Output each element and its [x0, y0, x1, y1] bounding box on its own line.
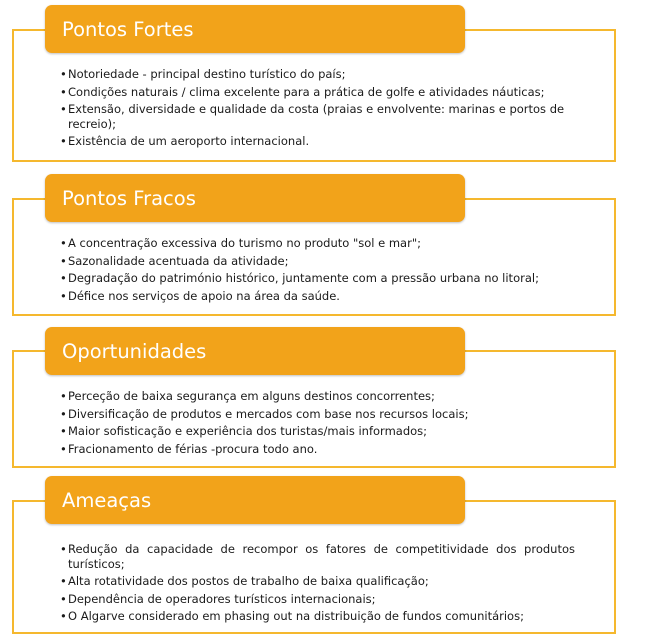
list-item: • Extensão, diversidade e qualidade da costa (praias e envolvente: marinas e portos de recreio);: [60, 102, 575, 131]
threats-title: Ameaças: [62, 488, 152, 512]
list-item: • Dependência de operadores turísticos internacionais;: [60, 592, 575, 607]
weaknesses-title: Pontos Fracos: [62, 186, 196, 210]
strengths-list: [60, 67, 575, 152]
threats-header: [45, 476, 465, 524]
opportunities-list: [60, 389, 575, 459]
list-item: • Existência de um aeroporto internacional.: [60, 134, 575, 149]
list-item: • Condições naturais / clima excelente para a prática de golfe e atividades náuticas;: [60, 85, 575, 100]
list-item: • Alta rotatividade dos postos de trabalho de baixa qualificação;: [60, 574, 575, 589]
list-item: • Perceção de baixa segurança em alguns destinos concorrentes;: [60, 389, 575, 404]
weaknesses-header: [45, 174, 465, 222]
list-item: • Sazonalidade acentuada da atividade;: [60, 254, 575, 269]
list-item: • O Algarve considerado em phasing out na distribuição de fundos comunitários;: [60, 609, 575, 624]
list-item: • Diversificação de produtos e mercados com base nos recursos locais;: [60, 407, 575, 422]
threats-list: [60, 542, 575, 627]
list-item: • A concentração excessiva do turismo no produto "sol e mar";: [60, 236, 575, 251]
list-item: • Fracionamento de férias -procura todo ano.: [60, 442, 575, 457]
opportunities-title: Oportunidades: [62, 339, 207, 363]
list-item: • Degradação do património histórico, juntamente com a pressão urbana no litoral;: [60, 271, 575, 286]
weaknesses-list: [60, 236, 575, 306]
list-item: • Redução da capacidade de recompor os fatores de competitividade dos produtos turísticos;: [60, 542, 575, 571]
strengths-title: Pontos Fortes: [62, 17, 194, 41]
strengths-header: [45, 5, 465, 53]
list-item: • Maior sofisticação e experiência dos turistas/mais informados;: [60, 424, 575, 439]
list-item: • Défice nos serviços de apoio na área da saúde.: [60, 289, 575, 304]
opportunities-header: [45, 327, 465, 375]
list-item: • Notoriedade - principal destino turístico do país;: [60, 67, 575, 82]
